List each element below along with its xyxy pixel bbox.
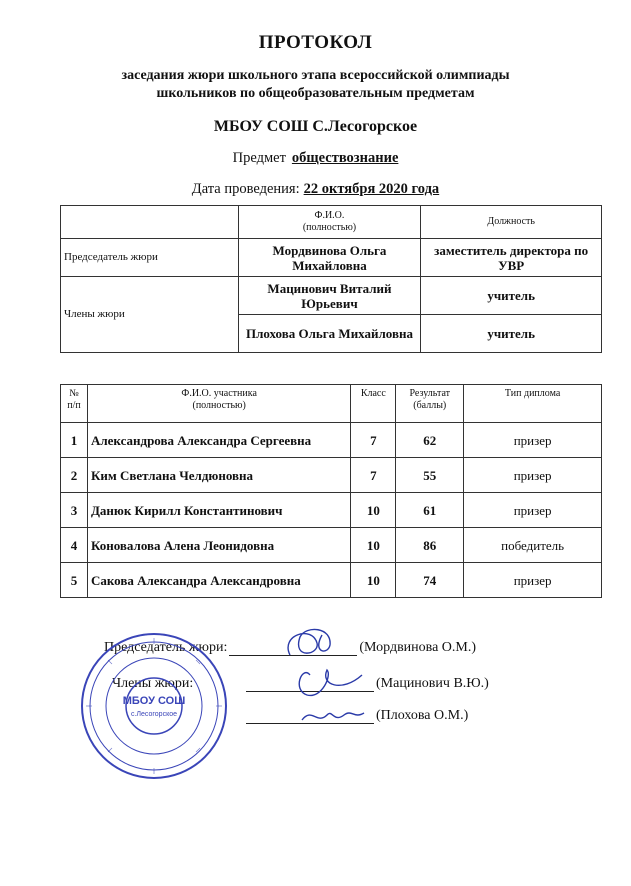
row-number: 2 bbox=[61, 458, 88, 493]
participant-score: 61 bbox=[396, 493, 464, 528]
school-stamp bbox=[78, 630, 230, 782]
jury-table bbox=[60, 205, 602, 353]
participant-name: Сакова Александра Александровна bbox=[87, 563, 350, 598]
table-row bbox=[61, 563, 602, 598]
handwritten-signatures bbox=[272, 615, 382, 735]
jury-name: Плохова Ольга Михайловна bbox=[238, 315, 421, 353]
participant-name: Александрова Александра Сергеевна bbox=[87, 423, 350, 458]
member2-name: (Плохова О.М.) bbox=[376, 708, 469, 723]
jury-position: учитель bbox=[421, 315, 602, 353]
participant-score: 62 bbox=[396, 423, 464, 458]
jury-name: Мордвинова Ольга Михайловна bbox=[238, 239, 421, 277]
table-row bbox=[61, 277, 602, 315]
results-header-diploma: Тип диплома bbox=[464, 385, 602, 423]
row-number: 3 bbox=[61, 493, 88, 528]
chair-signature-scribble bbox=[288, 629, 330, 655]
results-header-fio: Ф.И.О. участника (полностью) bbox=[87, 385, 350, 423]
results-header-num: № п/п bbox=[61, 385, 88, 423]
subject-value: обществознание bbox=[291, 150, 399, 166]
jury-position: учитель bbox=[421, 277, 602, 315]
member1-name: (Мацинович В.Ю.) bbox=[376, 676, 489, 691]
participant-diploma: призер bbox=[464, 563, 602, 598]
subtitle-line-1: заседания жюри школьного этапа всероссийской олимпиады bbox=[121, 68, 510, 83]
participant-diploma: победитель bbox=[464, 528, 602, 563]
school-name: МБОУ СОШ С.Лесогорское bbox=[213, 118, 418, 135]
subject-line bbox=[0, 150, 631, 167]
participant-name: Данюк Кирилл Константинович bbox=[87, 493, 350, 528]
participant-score: 86 bbox=[396, 528, 464, 563]
table-row bbox=[61, 423, 602, 458]
participant-grade: 10 bbox=[351, 528, 396, 563]
participant-grade: 10 bbox=[351, 563, 396, 598]
table-row bbox=[61, 528, 602, 563]
participant-grade: 7 bbox=[351, 423, 396, 458]
participant-name: Коновалова Алена Леонидовна bbox=[87, 528, 350, 563]
participant-grade: 10 bbox=[351, 493, 396, 528]
jury-header-row bbox=[61, 206, 602, 239]
row-number: 1 bbox=[61, 423, 88, 458]
jury-header-empty bbox=[61, 206, 239, 239]
stamp-sub-text: с.Лесогорское bbox=[130, 711, 178, 718]
chair-name: (Мордвинова О.М.) bbox=[359, 640, 477, 655]
row-number: 5 bbox=[61, 563, 88, 598]
jury-role: Председатель жюри bbox=[61, 239, 239, 277]
row-number: 4 bbox=[61, 528, 88, 563]
member1-signature-scribble bbox=[299, 670, 362, 695]
member2-signature-scribble bbox=[302, 713, 364, 720]
jury-role: Члены жюри bbox=[61, 277, 239, 353]
participant-name: Ким Светлана Челдюновна bbox=[87, 458, 350, 493]
participant-grade: 7 bbox=[351, 458, 396, 493]
jury-name: Мацинович Виталий Юрьевич bbox=[238, 277, 421, 315]
date-label: Дата проведения: bbox=[191, 181, 300, 197]
participant-score: 74 bbox=[396, 563, 464, 598]
participant-diploma: призер bbox=[464, 493, 602, 528]
results-header-row bbox=[61, 385, 602, 423]
document-title: ПРОТОКОЛ bbox=[258, 32, 373, 53]
subtitle-line-2: школьников по общеобразовательным предметам bbox=[156, 86, 475, 101]
date-line bbox=[0, 181, 631, 198]
results-table bbox=[60, 384, 602, 598]
table-row bbox=[61, 239, 602, 277]
chair-label: Председатель жюри: bbox=[104, 640, 228, 655]
jury-header-fio: Ф.И.О. (полностью) bbox=[238, 206, 421, 239]
jury-header-position: Должность bbox=[421, 206, 602, 239]
participant-diploma: призер bbox=[464, 458, 602, 493]
participant-score: 55 bbox=[396, 458, 464, 493]
results-header-score: Результат (баллы) bbox=[396, 385, 464, 423]
members-label: Члены жюри: bbox=[112, 676, 194, 691]
table-row bbox=[61, 458, 602, 493]
jury-position: заместитель директора по УВР bbox=[421, 239, 602, 277]
stamp-center-text: МБОУ СОШ bbox=[122, 695, 186, 707]
document-subtitle bbox=[0, 67, 631, 103]
date-value: 22 октября 2020 года bbox=[303, 181, 440, 197]
results-header-grade: Класс bbox=[351, 385, 396, 423]
table-row bbox=[61, 493, 602, 528]
subject-label: Предмет bbox=[232, 150, 286, 166]
participant-diploma: призер bbox=[464, 423, 602, 458]
